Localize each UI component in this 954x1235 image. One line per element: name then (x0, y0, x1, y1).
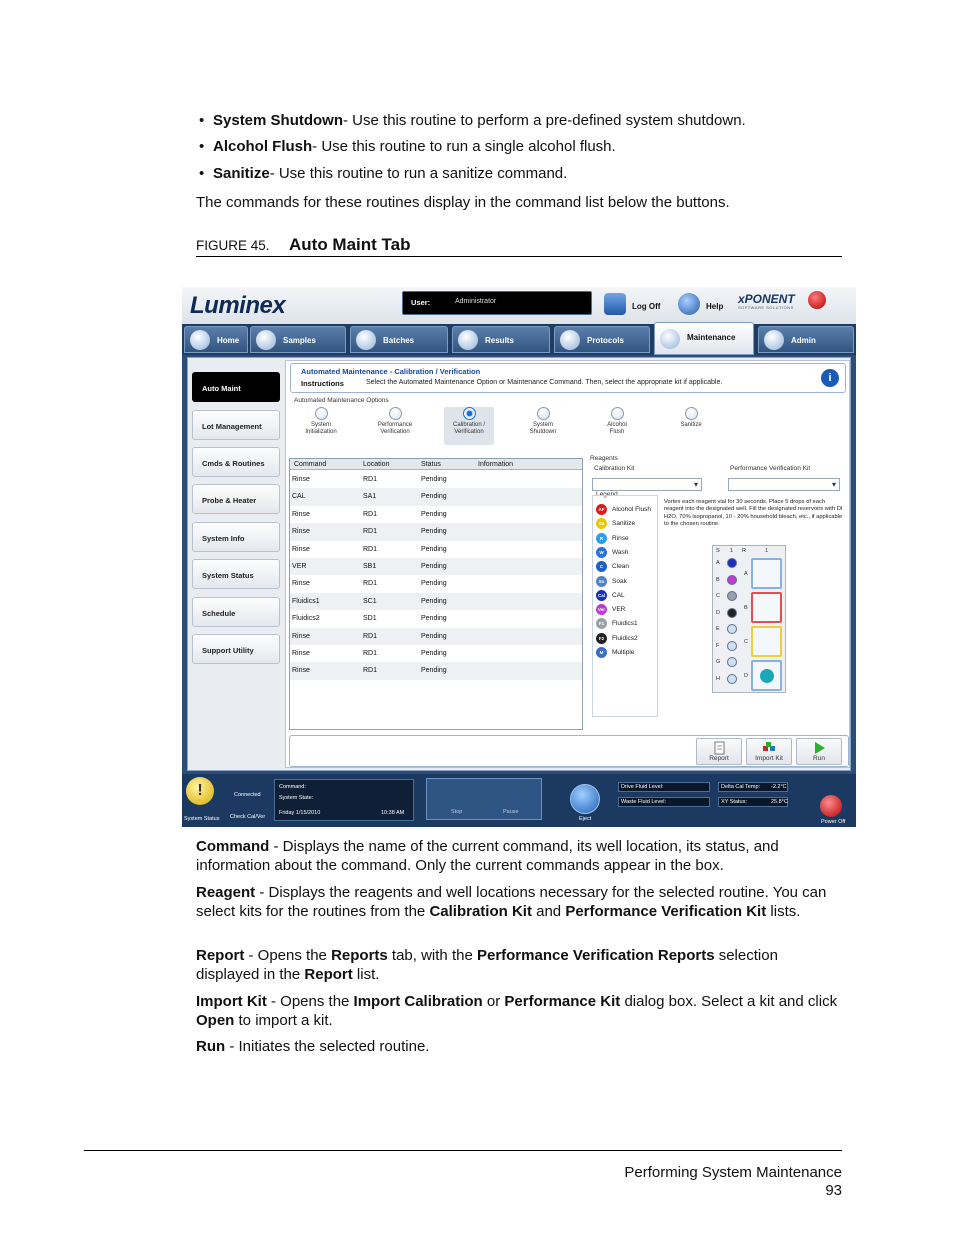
grid-row-label: D (716, 609, 720, 616)
description-command: Command - Displays the name of the current command, its well location, its status, and information about the command. Only the current commands appear in the box. (196, 838, 779, 874)
command-status-box: Command: System State: Friday 1/15/2010 10:38 AM (274, 779, 414, 821)
description-reagent: Reagent - Displays the reagents and well locations necessary for the selected routine. You can select kits for the routines from the Calibration Kit and Performance Verification Kit lists. (196, 884, 827, 920)
eject-label: Eject (579, 816, 592, 822)
column-information: Information (478, 461, 514, 468)
cell-command: Fluidics1 (292, 597, 320, 605)
option-calibration-verification[interactable]: Calibration / Verification (444, 407, 494, 445)
tab-batches[interactable]: Batches (350, 326, 448, 353)
cell-location: SA1 (363, 493, 377, 501)
radio-selected-icon (463, 407, 476, 420)
sidebar-item-auto-maint[interactable]: Auto Maint (192, 372, 280, 402)
cell-command: Rinse (292, 510, 310, 518)
options-label: Automated Maintenance Options (294, 397, 389, 404)
user-label: User: (411, 298, 431, 307)
plate-well[interactable] (727, 674, 737, 684)
main-panel (187, 357, 851, 771)
description-import-kit: Import Kit - Opens the Import Calibration or Performance Kit dialog box. Select a kit and click Open to import a kit. (196, 993, 838, 1029)
tab-samples[interactable]: Samples (250, 326, 346, 353)
option-system-shutdown[interactable]: System Shutdown (518, 407, 568, 445)
legend-label: Rinse (612, 534, 629, 542)
waste-fluid-level: Waste Fluid Level: (618, 797, 710, 807)
sidebar-item-system-info[interactable]: System Info (192, 522, 280, 552)
column-status: Status (421, 461, 441, 468)
calibration-kit-label: Calibration Kit (594, 465, 635, 472)
reservoir-well-a[interactable] (751, 558, 782, 589)
cell-status: Pending (421, 650, 447, 657)
cell-command: Rinse (292, 580, 310, 588)
cell-status: Pending (421, 632, 447, 640)
grid-row-label: C (716, 593, 720, 599)
cell-location: RD1 (363, 580, 378, 588)
cell-location: SC1 (363, 597, 377, 605)
tab-home[interactable]: Home (184, 326, 248, 353)
drive-fluid-level: Drive Fluid Level: (618, 782, 710, 792)
intro-paragraph: The commands for these routines display in the command list below the buttons. (196, 194, 730, 211)
legend-label: Clean (612, 563, 629, 571)
calibration-kit-select[interactable] (592, 478, 702, 491)
report-icon (712, 741, 726, 755)
cell-status: Pending (421, 510, 447, 518)
cell-command: Rinse (292, 650, 310, 657)
figure-title: Auto Maint Tab (289, 235, 411, 254)
radio-icon (537, 407, 550, 420)
delta-cal-temp: Delta Cal Temp: -2.2°C (718, 782, 788, 792)
legend-label: Sanitize (612, 520, 636, 528)
plate-well[interactable] (727, 608, 737, 618)
table-header (290, 459, 582, 470)
luminex-logo: Luminex (190, 292, 286, 319)
performance-kit-label: Performance Verification Kit (730, 465, 811, 472)
option-system-initialization[interactable]: System Initialization (296, 407, 346, 445)
xponent-logo: xPONENT (738, 292, 795, 306)
sidebar-item-support-utility[interactable]: Support Utility (192, 634, 280, 664)
grid-row-label: B (716, 576, 720, 583)
legend-badge-icon: AF (596, 504, 607, 515)
legend-label: Soak (612, 577, 627, 585)
home-icon (190, 330, 210, 350)
sidebar-item-cmds-routines[interactable]: Cmds & Routines (192, 447, 280, 477)
connected-label: Connected (234, 792, 261, 798)
legend-badge-icon: Cal (596, 590, 607, 601)
table-row[interactable] (290, 506, 582, 523)
cell-status: Pending (421, 667, 447, 675)
cell-command: CAL (292, 493, 306, 501)
cell-status: Pending (421, 528, 447, 536)
help-button[interactable]: Help (706, 302, 724, 311)
page-title: Automated Maintenance - Calibration / Verification (301, 367, 481, 376)
reagents-label: Reagents (590, 455, 618, 462)
cell-command: Rinse (292, 476, 310, 483)
cell-command: Rinse (292, 667, 310, 675)
instructions-header (290, 363, 846, 393)
eject-button[interactable] (570, 784, 600, 814)
legend-badge-icon: R (596, 533, 607, 544)
legend-badge-icon: M (596, 647, 607, 658)
cell-command: Rinse (292, 545, 310, 553)
cell-status: Pending (421, 615, 447, 623)
pause-button[interactable]: Pause (503, 809, 519, 815)
command-table (289, 458, 583, 730)
legend-label: CAL (612, 591, 625, 599)
system-status-label: System Status (184, 816, 220, 822)
footer-section: Performing System Maintenance (624, 1164, 842, 1181)
cell-status: Pending (421, 563, 447, 570)
plate-well[interactable] (727, 591, 737, 601)
logoff-button[interactable]: Log Off (632, 302, 661, 311)
cell-location: RD1 (363, 650, 378, 657)
plate-well[interactable] (727, 657, 737, 667)
grid-row-label: H (716, 675, 720, 682)
tab-admin[interactable]: Admin (758, 326, 854, 353)
cell-status: Pending (421, 476, 447, 483)
cell-location: SB1 (363, 563, 377, 570)
sidebar-item-lot-management[interactable]: Lot Management (192, 410, 280, 440)
legend-badge-icon: C (596, 561, 607, 572)
grid-row-label: E (716, 626, 720, 632)
user-box (402, 291, 592, 315)
maintenance-icon (660, 329, 680, 349)
table-row[interactable] (290, 662, 582, 679)
plate-grid: S 1 R 1 A B C D A B C D E F G H (712, 545, 786, 693)
figure-number: FIGURE 45. (196, 238, 270, 253)
plate-well[interactable] (727, 558, 737, 568)
table-row[interactable] (290, 610, 582, 627)
cell-status: Pending (421, 580, 447, 588)
legend-label: VER (612, 606, 626, 614)
auto-maint-content (285, 360, 850, 768)
instructions-label: Instructions (301, 379, 344, 388)
sidebar-item-schedule[interactable]: Schedule (192, 597, 280, 627)
legend (592, 495, 658, 717)
plate-well[interactable] (727, 641, 737, 651)
legend-label: Legend (596, 491, 618, 498)
tab-protocols[interactable]: Protocols (554, 326, 650, 353)
option-alcohol-flush[interactable]: Alcohol Flush (592, 407, 642, 445)
table-row[interactable] (290, 593, 582, 610)
batches-icon (356, 330, 376, 350)
column-location: Location (363, 461, 390, 468)
run-button[interactable]: Run (796, 738, 842, 765)
grid-row-label: G (716, 659, 721, 665)
reservoir-well-c[interactable] (751, 626, 782, 657)
tab-maintenance[interactable]: Maintenance (654, 322, 754, 355)
instructions-text: Select the Automated Maintenance Option or Maintenance Command. Then, select the appropriate kit if applicable. (366, 379, 723, 386)
description-run: Run - Initiates the selected routine. (196, 1038, 430, 1055)
status-bar (182, 774, 856, 827)
legend-badge-icon: F1 (596, 618, 607, 629)
legend-badge-icon: Ver (596, 604, 607, 615)
cell-location: RD1 (363, 545, 378, 553)
import-kit-icon (762, 741, 776, 755)
power-off-button[interactable] (820, 795, 842, 817)
cell-status: Pending (421, 493, 447, 501)
status-orb-icon (808, 291, 826, 309)
reservoir-well-b[interactable] (751, 592, 782, 623)
cell-location: RD1 (363, 667, 378, 675)
report-button[interactable]: Report (696, 738, 742, 765)
table-row[interactable] (290, 558, 582, 575)
admin-icon (764, 330, 784, 350)
grid-row-label: F (716, 642, 720, 649)
protocols-icon (560, 330, 580, 350)
footer-rule (84, 1150, 842, 1151)
performance-kit-select[interactable] (728, 478, 840, 491)
plate-well[interactable] (727, 575, 737, 585)
cell-command: VER (292, 563, 307, 570)
table-row[interactable] (290, 575, 582, 592)
legend-badge-icon: So (596, 576, 607, 587)
legend-label: Wash (612, 548, 629, 556)
cell-status: Pending (421, 597, 447, 605)
cell-location: RD1 (363, 528, 378, 536)
radio-icon (611, 407, 624, 420)
radio-icon (389, 407, 402, 420)
warning-icon[interactable]: ! (186, 777, 214, 805)
grid-row-label: A (716, 560, 720, 566)
maintenance-options (290, 397, 846, 447)
progress-box (426, 778, 542, 820)
radio-icon (685, 407, 698, 420)
cell-command: Rinse (292, 528, 310, 536)
cell-location: RD1 (363, 476, 378, 483)
sidebar (188, 358, 283, 770)
legend-label: Alcohol Flush (612, 506, 652, 513)
table-row[interactable] (290, 523, 582, 540)
top-bar (182, 287, 856, 324)
import-kit-button[interactable]: Import Kit (746, 738, 792, 765)
table-row[interactable] (290, 471, 582, 488)
sidebar-item-system-status[interactable]: System Status (192, 559, 280, 589)
vortex-instructions: Vortex each reagent vial for 30 seconds. Place 5 drops of each reagent into the designated well. Fill the designated reservoirs with DI H2O, 70% isopropanol, 10 - 20% household bleach, etc., if applicable to the chosen routine. (664, 499, 843, 527)
logoff-icon[interactable] (604, 293, 626, 315)
reagents-panel (590, 455, 848, 730)
description-report: Report - Opens the Reports tab, with the Performance Verification Reports selection displayed in the Report list. (196, 947, 778, 983)
table-row[interactable] (290, 645, 582, 662)
user-name: Administrator (455, 298, 497, 305)
sidebar-item-probe-heater[interactable]: Probe & Heater (192, 484, 280, 514)
xy-status: XY Status: 25.8°C (718, 797, 788, 807)
app-screenshot (182, 287, 856, 827)
legend-label: Fluidics2 (612, 634, 638, 642)
figure-caption (196, 235, 842, 257)
results-icon (458, 330, 478, 350)
legend-label: Multiple (612, 649, 635, 656)
legend-badge-icon: W (596, 547, 607, 558)
option-performance-verification[interactable]: Performance Verification (370, 407, 420, 445)
table-row[interactable] (290, 541, 582, 558)
cell-location: RD1 (363, 510, 378, 518)
table-row[interactable] (290, 628, 582, 645)
stop-button[interactable]: Stop (451, 809, 463, 815)
check-calver-label[interactable]: Check Cal/Ver (230, 814, 266, 820)
reservoir-well-d[interactable] (751, 660, 782, 691)
rinse-marker-icon (760, 669, 774, 683)
run-icon (812, 741, 826, 755)
info-icon[interactable]: i (821, 369, 839, 387)
table-row[interactable] (290, 488, 582, 505)
main-tabs (182, 324, 856, 355)
help-icon[interactable] (678, 293, 700, 315)
cell-location: RD1 (363, 632, 378, 640)
legend-badge-icon: Sa (596, 518, 607, 529)
power-off-label: Power Off (821, 819, 846, 825)
xponent-subtitle: SOFTWARE SOLUTIONS (738, 305, 794, 310)
page-number: 93 (825, 1182, 842, 1199)
plate-well[interactable] (727, 624, 737, 634)
cell-status: Pending (421, 545, 447, 553)
tab-results[interactable]: Results (452, 326, 550, 353)
cell-command: Rinse (292, 632, 310, 640)
cell-command: Fluidics2 (292, 615, 320, 623)
option-sanitize[interactable]: Sanitize (666, 407, 716, 445)
radio-icon (315, 407, 328, 420)
action-bar (289, 735, 849, 767)
cell-location: SD1 (363, 615, 377, 623)
samples-icon (256, 330, 276, 350)
column-command: Command (294, 461, 327, 468)
legend-label: Fluidics1 (612, 620, 638, 628)
legend-badge-icon: F2 (596, 633, 607, 644)
